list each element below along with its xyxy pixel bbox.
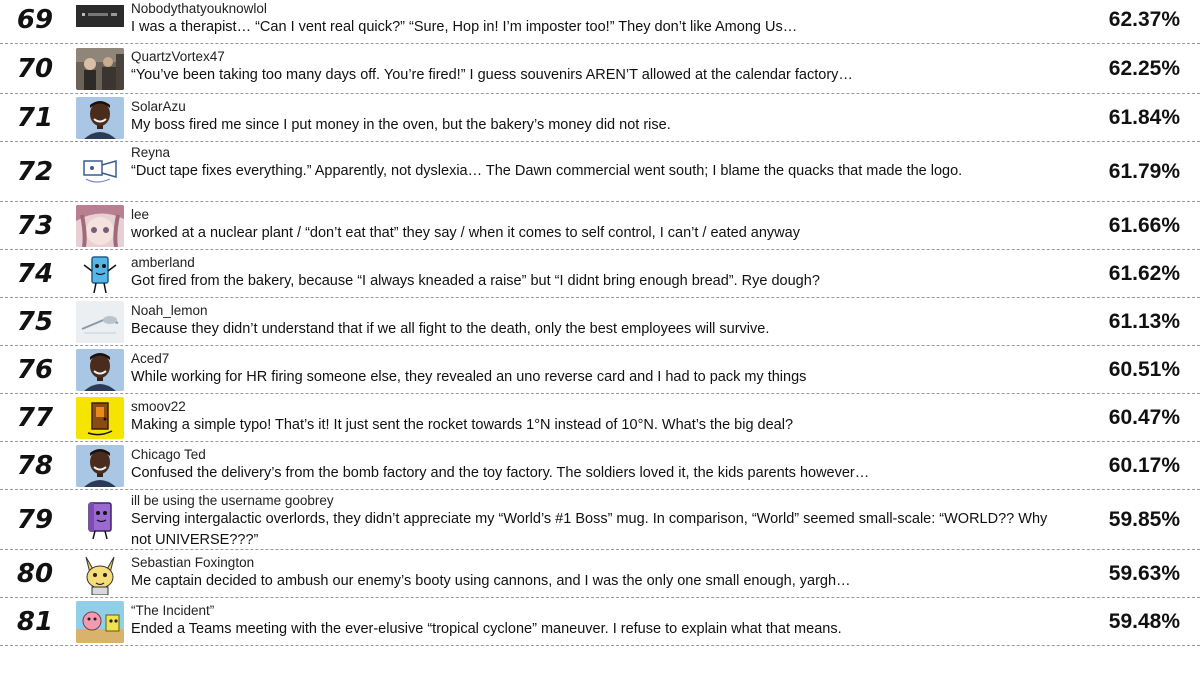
leaderboard-row [0, 346, 1200, 394]
score-percent: 61.84% [1108, 105, 1180, 129]
rank-number: 78 [16, 450, 54, 481]
leaderboard-row [0, 490, 1200, 550]
entry-text-block [131, 398, 1066, 436]
username: Reyna [131, 145, 171, 160]
entry-text-block [131, 254, 1066, 292]
entry-text-block [131, 0, 1066, 38]
cartoon-scene-avatar [76, 601, 124, 643]
man-portrait-avatar [76, 445, 124, 487]
rank-number: 69 [16, 4, 54, 35]
entry-text: Confused the delivery’s from the bomb factory and the toy factory. The soldiers loved it, the kids parents however… [131, 465, 870, 481]
username: lee [131, 207, 150, 222]
rank-number: 74 [16, 258, 54, 289]
username: ill be using the username goobrey [131, 493, 334, 508]
entry-text-block [131, 554, 1066, 592]
entry-text-block [131, 492, 1066, 551]
sketch-avatar [76, 151, 124, 193]
rank-number: 77 [16, 402, 54, 433]
leaderboard-row [0, 250, 1200, 298]
entry-text-block [131, 144, 1066, 182]
entry-text: Serving intergalactic overlords, they didn’t appreciate my “World’s #1 Boss” mug. In comparison, “World” seemed small-scale: “WORLD?? Why not UNIVERSE???” [131, 511, 1048, 548]
fox-avatar [76, 553, 124, 595]
score-percent: 60.51% [1108, 357, 1180, 381]
rank-number: 81 [16, 606, 54, 637]
username: QuartzVortex47 [131, 49, 225, 64]
leaderboard-row [0, 442, 1200, 490]
entry-text-block [131, 98, 1066, 136]
entry-text: Me captain decided to ambush our enemy’s booty using cannons, and I was the only one small enough, yargh… [131, 573, 851, 589]
score-percent: 59.85% [1108, 507, 1180, 531]
leaderboard-row [0, 202, 1200, 250]
username: Aced7 [131, 351, 170, 366]
leaderboard-row [0, 394, 1200, 442]
username: smoov22 [131, 399, 186, 414]
dark-banner-avatar [76, 0, 124, 41]
entry-text: Because they didn’t understand that if we all fight to the death, only the best employees will survive. [131, 321, 770, 337]
entry-text: worked at a nuclear plant / “don’t eat that” they say / when it comes to self control, I can’t / eated anyway [131, 225, 800, 241]
entry-text: Got fired from the bakery, because “I always kneaded a raise” but “I didnt bring enough bread”. Rye dough? [131, 273, 820, 289]
score-percent: 59.63% [1108, 561, 1180, 585]
score-percent: 61.62% [1108, 261, 1180, 285]
entry-text: I was a therapist… “Can I vent real quick?” “Sure, Hop in! I’m imposter too!” They don’t like Among Us… [131, 19, 798, 35]
rank-number: 72 [16, 156, 54, 187]
rank-number: 79 [16, 504, 54, 535]
leaderboard-row [0, 94, 1200, 142]
score-percent: 61.13% [1108, 309, 1180, 333]
score-percent: 61.79% [1108, 159, 1180, 183]
score-percent: 59.48% [1108, 609, 1180, 633]
yellow-door-avatar [76, 397, 124, 439]
leaderboard-row [0, 550, 1200, 598]
leaderboard-row [0, 0, 1200, 44]
entry-text-block [131, 48, 1066, 86]
entry-text: While working for HR firing someone else, they revealed an uno reverse card and I had to pack my things [131, 369, 807, 385]
leaderboard-row [0, 598, 1200, 646]
entry-text-block [131, 350, 1066, 388]
score-percent: 61.66% [1108, 213, 1180, 237]
leaderboard-row [0, 298, 1200, 346]
entry-text: Making a simple typo! That’s it! It just sent the rocket towards 1°N instead of 10°N. What’s the big deal? [131, 417, 794, 433]
photo-avatar [76, 48, 124, 90]
rank-number: 71 [16, 102, 54, 133]
score-percent: 60.17% [1108, 453, 1180, 477]
rank-number: 76 [16, 354, 54, 385]
entry-text: “Duct tape fixes everything.” Apparently, not dyslexia… The Dawn commercial went south; I blame the quacks that made the logo. [131, 163, 963, 179]
man-portrait-avatar [76, 97, 124, 139]
rank-number: 70 [16, 53, 54, 84]
entry-text-block [131, 602, 1066, 640]
username: Sebastian Foxington [131, 555, 255, 570]
entry-text-block [131, 446, 1066, 484]
blue-character-avatar [76, 253, 124, 295]
entry-text: My boss fired me since I put money in the oven, but the bakery’s money did not rise. [131, 117, 671, 133]
rank-number: 73 [16, 210, 54, 241]
score-percent: 62.25% [1108, 56, 1180, 80]
username: “The Incident” [131, 603, 215, 618]
man-portrait-avatar [76, 349, 124, 391]
username: Chicago Ted [131, 447, 206, 462]
entry-text: Ended a Teams meeting with the ever-elusive “tropical cyclone” maneuver. I refuse to explain what that means. [131, 621, 842, 637]
grey-sketch-avatar [76, 301, 124, 343]
score-percent: 62.37% [1108, 7, 1180, 31]
rank-number: 75 [16, 306, 54, 337]
entry-text-block [131, 302, 1066, 340]
rank-number: 80 [16, 558, 54, 589]
anime-avatar [76, 205, 124, 247]
username: Nobodythatyouknowlol [131, 1, 267, 16]
username: amberland [131, 255, 195, 270]
entry-text: “You’ve been taking too many days off. You’re fired!” I guess souvenirs AREN’T allowed at the calendar factory… [131, 67, 853, 83]
username: Noah_lemon [131, 303, 208, 318]
leaderboard-row [0, 44, 1200, 94]
leaderboard-row [0, 142, 1200, 202]
score-percent: 60.47% [1108, 405, 1180, 429]
purple-book-avatar [76, 499, 124, 541]
username: SolarAzu [131, 99, 186, 114]
entry-text-block [131, 206, 1066, 244]
